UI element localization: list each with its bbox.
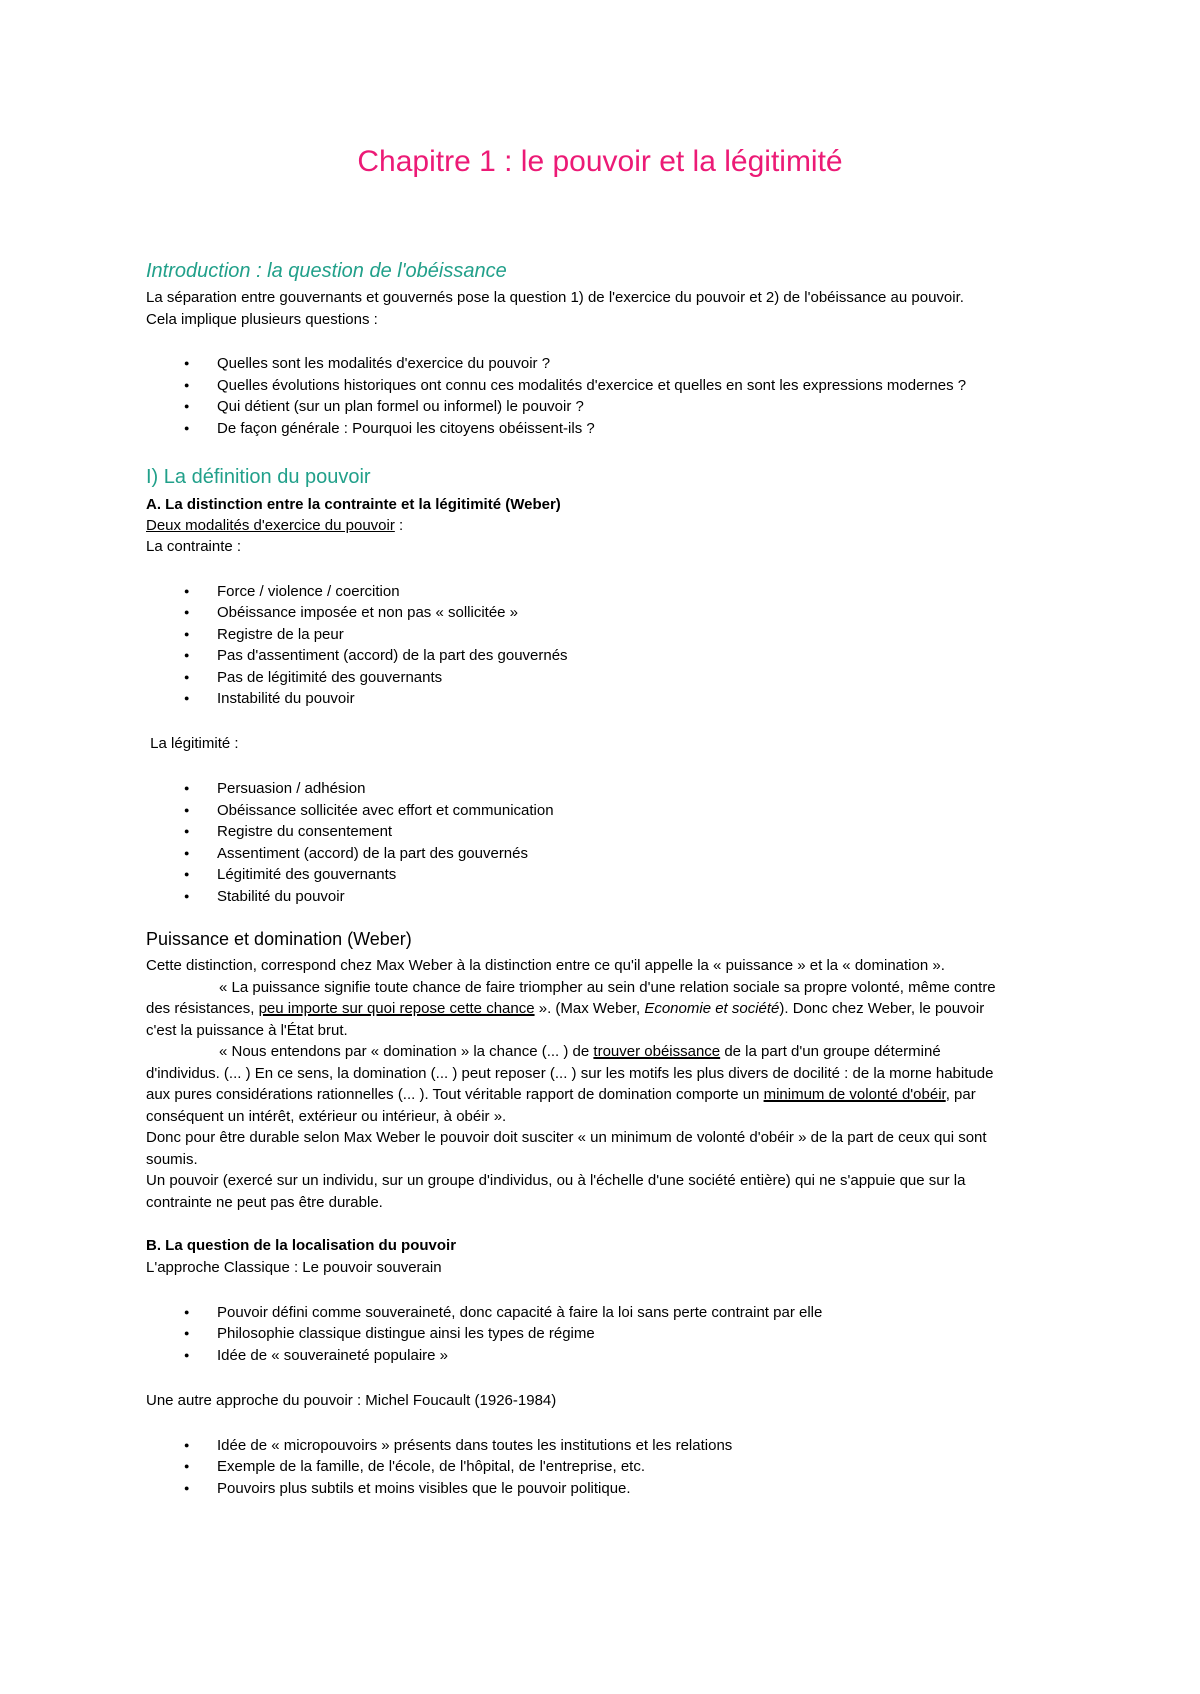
text-run: , par bbox=[945, 1086, 976, 1103]
text-run: ». (Max Weber, bbox=[534, 1000, 645, 1017]
legitimite-bullet: ● Persuasion / adhésion bbox=[217, 778, 365, 799]
puissance-line: soumis. bbox=[146, 1151, 198, 1168]
underlined-phrase: peu importe sur quoi repose cette chance bbox=[258, 1000, 535, 1017]
puissance-line: Cette distinction, correspond chez Max Weber à la distinction entre ce qu'il appelle la « puissance » et la « domination ». bbox=[146, 957, 945, 974]
section-1-heading: I) La définition du pouvoir bbox=[146, 466, 371, 488]
text-run: « Nous entendons par « domination » la chance (... ) de bbox=[219, 1043, 594, 1060]
puissance-line: Un pouvoir (exercé sur un individu, sur un groupe d'individus, ou à l'échelle d'une société entière) qui ne s'appuie que sur la bbox=[146, 1172, 966, 1189]
puissance-line: contrainte ne peut pas être durable. bbox=[146, 1194, 383, 1211]
domination-quote-line bbox=[219, 1041, 941, 1062]
domination-quote-line: d'individus. (... ) En ce sens, la domination (... ) peut reposer (... ) sur les motifs les plus divers de docilité : de la morne habitude bbox=[146, 1065, 994, 1082]
intro-paragraph-1: La séparation entre gouvernants et gouvernés pose la question 1) de l'exercice du pouvoir et 2) de l'obéissance au pouvoir. bbox=[146, 289, 964, 306]
legitimite-bullet: ● Stabilité du pouvoir bbox=[217, 886, 345, 907]
contrainte-bullet: ● Pas d'assentiment (accord) de la part des gouvernés bbox=[217, 645, 568, 666]
legitimite-bullet: ● Obéissance sollicitée avec effort et communication bbox=[217, 800, 554, 821]
text-run: aux pures considérations rationnelles (... ). Tout véritable rapport de domination comporte un bbox=[146, 1086, 764, 1103]
legitimite-label: La légitimité : bbox=[146, 735, 239, 752]
underlined-phrase: minimum de volonté d'obéir bbox=[763, 1086, 946, 1103]
foucault-bullet: ● Pouvoirs plus subtils et moins visibles que le pouvoir politique. bbox=[217, 1478, 631, 1499]
contrainte-bullet: ● Force / violence / coercition bbox=[217, 581, 400, 602]
contrainte-bullet: ● Pas de légitimité des gouvernants bbox=[217, 667, 442, 688]
intro-paragraph-2: Cela implique plusieurs questions : bbox=[146, 311, 378, 328]
puissance-line: c'est la puissance à l'État brut. bbox=[146, 1022, 348, 1039]
foucault-bullet: ● Exemple de la famille, de l'école, de l'hôpital, de l'entreprise, etc. bbox=[217, 1456, 645, 1477]
intro-bullet: ● Quelles évolutions historiques ont connu ces modalités d'exercice et quelles en sont les expressions modernes ? bbox=[217, 375, 966, 396]
domination-quote-line: conséquent un intérêt, extérieur ou intérieur, à obéir ». bbox=[146, 1108, 507, 1125]
foucault-label: Une autre approche du pouvoir : Michel Foucault (1926-1984) bbox=[146, 1392, 557, 1409]
page-title: Chapitre 1 : le pouvoir et la légitimité bbox=[357, 145, 843, 178]
legitimite-bullet: ● Registre du consentement bbox=[217, 821, 392, 842]
classique-bullet: ● Philosophie classique distingue ainsi les types de régime bbox=[217, 1323, 595, 1344]
domination-quote-line bbox=[146, 1084, 976, 1105]
puissance-line: Donc pour être durable selon Max Weber le pouvoir doit susciter « un minimum de volonté d'obéir » de la part de ceux qui sont bbox=[146, 1129, 987, 1146]
puissance-quote-line: « La puissance signifie toute chance de faire triompher au sein d'une relation sociale sa propre volonté, même contre bbox=[219, 979, 996, 996]
intro-bullet: ● De façon générale : Pourquoi les citoyens obéissent-ils ? bbox=[217, 418, 595, 439]
classique-label: L'approche Classique : Le pouvoir souverain bbox=[146, 1259, 442, 1276]
book-title: Economie et société bbox=[644, 1000, 780, 1017]
subsection-b-heading: B. La question de la localisation du pouvoir bbox=[146, 1237, 457, 1254]
contrainte-bullet: ● Instabilité du pouvoir bbox=[217, 688, 355, 709]
intro-bullet: ● Quelles sont les modalités d'exercice du pouvoir ? bbox=[217, 353, 550, 374]
underlined-phrase: trouver obéissance bbox=[593, 1043, 721, 1060]
contrainte-bullet: ● Registre de la peur bbox=[217, 624, 344, 645]
text-run: ). Donc chez Weber, le pouvoir bbox=[779, 1000, 985, 1017]
text-run: de la part d'un groupe déterminé bbox=[720, 1043, 941, 1060]
modalites-line bbox=[146, 515, 403, 536]
puissance-quote-line bbox=[146, 998, 984, 1019]
classique-bullet: ● Pouvoir défini comme souveraineté, donc capacité à faire la loi sans perte contraint par elle bbox=[217, 1302, 822, 1323]
contrainte-bullet: ● Obéissance imposée et non pas « sollicitée » bbox=[217, 602, 518, 623]
intro-bullet: ● Qui détient (sur un plan formel ou informel) le pouvoir ? bbox=[217, 396, 584, 417]
puissance-heading: Puissance et domination (Weber) bbox=[146, 929, 412, 949]
contrainte-label: La contrainte : bbox=[146, 538, 242, 555]
text-run: des résistances, bbox=[146, 1000, 259, 1017]
modalites-underlined: Deux modalités d'exercice du pouvoir bbox=[146, 517, 395, 534]
modalites-rest: : bbox=[394, 517, 404, 534]
classique-bullet: ● Idée de « souveraineté populaire » bbox=[217, 1345, 448, 1366]
legitimite-bullet: ● Légitimité des gouvernants bbox=[217, 864, 396, 885]
legitimite-bullet: ● Assentiment (accord) de la part des gouvernés bbox=[217, 843, 528, 864]
foucault-bullet: ● Idée de « micropouvoirs » présents dans toutes les institutions et les relations bbox=[217, 1435, 732, 1456]
intro-heading: Introduction : la question de l'obéissance bbox=[146, 260, 507, 282]
subsection-a-heading: A. La distinction entre la contrainte et la légitimité (Weber) bbox=[146, 496, 561, 513]
